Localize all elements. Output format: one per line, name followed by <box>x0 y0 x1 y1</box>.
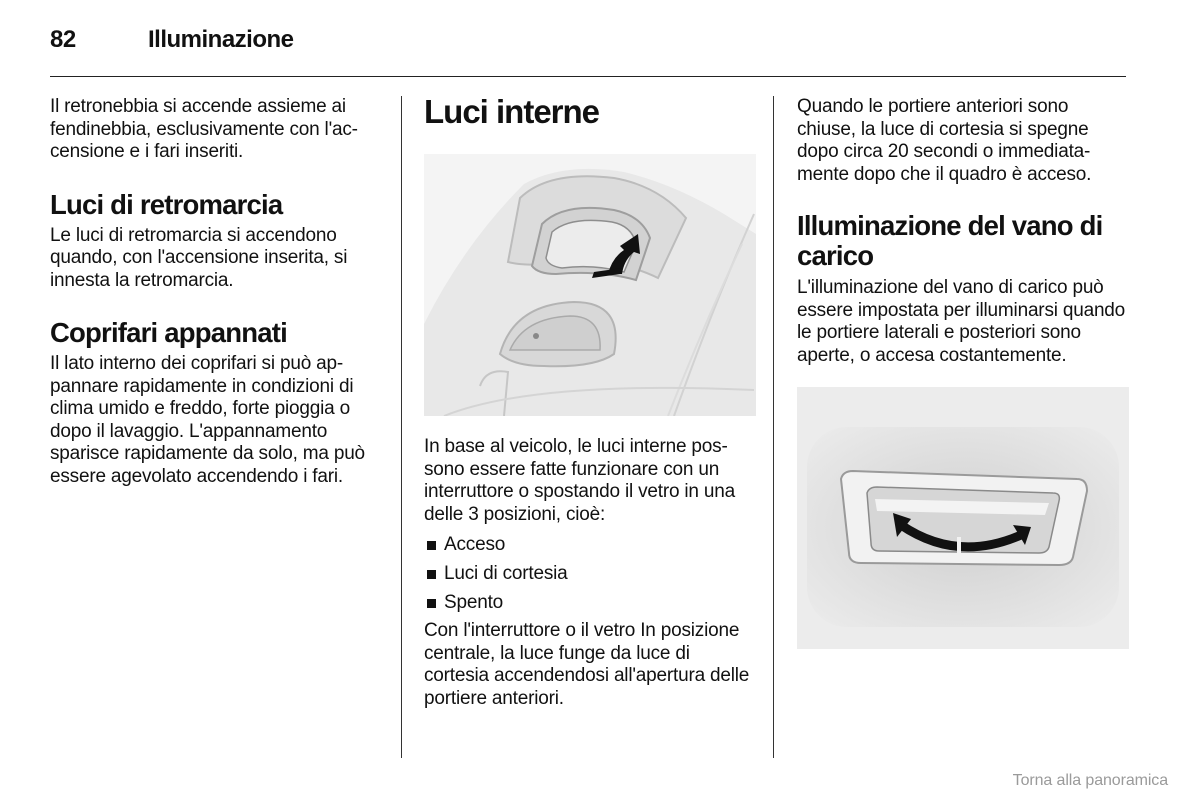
cargo-light-heading: Illuminazione del vano di carico <box>797 210 1103 271</box>
square-bullet-icon <box>427 599 436 608</box>
rear-fog-light-text: Il retronebbia si accende assieme ai fendinebbia, esclusivamente con l'accensione e i fari inseriti. <box>50 96 358 162</box>
column-divider <box>773 96 774 758</box>
fogged-headlights-heading: Coprifari appannati <box>50 317 287 348</box>
ceiling-lamp-illustration <box>424 154 756 416</box>
interior-lights-heading: Luci interne <box>424 93 600 130</box>
list-item <box>424 592 756 615</box>
column-middle <box>424 93 756 710</box>
list-item <box>424 563 756 586</box>
list-item-label: Spento <box>444 592 504 613</box>
list-item <box>424 534 756 557</box>
column-divider <box>401 96 402 758</box>
page-header <box>50 24 1126 77</box>
courtesy-light-timer-text: Quando le portiere anteriori sono chiuse, la luce di cortesia si spegne dopo circa 20 secondi o immediatamente dopo che il quadro è acceso. <box>797 96 1092 185</box>
square-bullet-icon <box>427 570 436 579</box>
section-title: Illuminazione <box>148 26 294 53</box>
reverse-lights-heading: Luci di retromarcia <box>50 188 283 220</box>
column-left <box>50 96 382 488</box>
cargo-lamp-drawing <box>797 387 1129 649</box>
ceiling-lamp-drawing <box>424 154 756 416</box>
back-to-overview-link[interactable]: Torna alla panoramica <box>1012 772 1168 789</box>
column-right <box>797 96 1129 649</box>
list-item-label: Acceso <box>444 534 506 555</box>
courtesy-light-text: Con l'interruttore o il vetro In posizione centrale, la luce funge da luce di cortesia accendendosi all'apertura delle portiere anteriori. <box>424 620 750 709</box>
cargo-light-text: L'illuminazione del vano di carico può essere impostata per illuminarsi quando le portiere laterali e posteriori sono aperte, o accesa costantemente. <box>797 277 1126 366</box>
square-bullet-icon <box>427 541 436 550</box>
reverse-lights-text: Le luci di retromarcia si accendono quando, con l'accensione inserita, si innesta la retromarcia. <box>50 224 348 291</box>
cargo-lamp-illustration <box>797 387 1129 649</box>
page-number: 82 <box>50 26 76 53</box>
switch-positions-list <box>424 534 756 615</box>
list-item-label: Luci di cortesia <box>444 563 568 584</box>
interior-lights-text: In base al veicolo, le luci interne possono essere fatte funzionare con un interruttore o spostando il vetro in una delle 3 posizioni, cioè: <box>424 436 735 525</box>
fogged-headlights-text: Il lato interno dei coprifari si può appannare rapidamente in condizioni di clima umido e freddo, forte pioggia o dopo il lavaggio. L'appannamento sparisce rapidamente da solo, ma può essere agevolato accendendo i fari. <box>50 353 365 487</box>
